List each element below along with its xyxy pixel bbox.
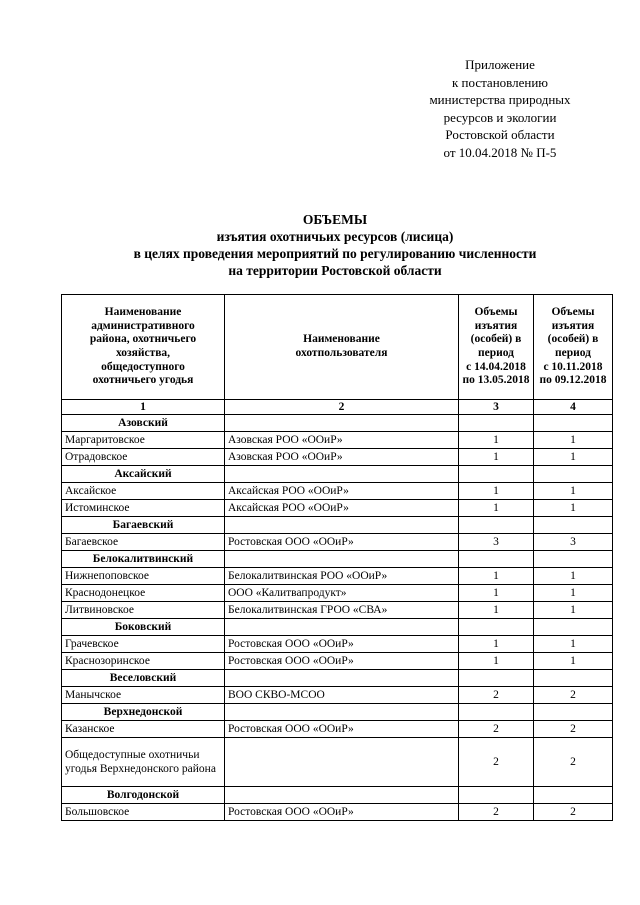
empty-cell xyxy=(459,517,534,534)
user-name: Белокалитвинская ГРОО «СВА» xyxy=(225,602,459,619)
header-line: с 14.04.2018 xyxy=(466,360,526,373)
volume-period-2: 1 xyxy=(534,483,613,500)
harvest-volume-table xyxy=(61,294,613,821)
volume-period-1: 1 xyxy=(459,602,534,619)
user-name: Азовская РОО «ООиР» xyxy=(225,432,459,449)
volume-period-1: 1 xyxy=(459,432,534,449)
header-line: с 10.11.2018 xyxy=(543,360,603,373)
volume-period-1: 1 xyxy=(459,500,534,517)
header-line: Объемы xyxy=(551,306,595,319)
district-row xyxy=(62,517,613,534)
header-line: (особей) в xyxy=(547,333,599,346)
district-name: Боковский xyxy=(62,619,225,636)
user-name: Ростовская ООО «ООиР» xyxy=(225,653,459,670)
volume-period-1: 1 xyxy=(459,449,534,466)
title-line: ОБЪЕМЫ xyxy=(302,212,368,227)
district-row xyxy=(62,670,613,687)
table-row xyxy=(62,568,613,585)
district-row xyxy=(62,704,613,721)
header-line: Наименование xyxy=(303,333,380,346)
empty-cell xyxy=(225,415,459,432)
empty-cell xyxy=(534,787,613,804)
header-line: Наименование xyxy=(104,306,182,319)
empty-cell xyxy=(225,466,459,483)
empty-cell xyxy=(534,704,613,721)
volume-period-2: 1 xyxy=(534,449,613,466)
user-name: Ростовская ООО «ООиР» xyxy=(225,636,459,653)
volume-period-2: 1 xyxy=(534,500,613,517)
district-name: Азовский xyxy=(62,415,225,432)
appendix-block xyxy=(400,56,600,161)
volume-period-2: 1 xyxy=(534,602,613,619)
user-name: ООО «Калитвапродукт» xyxy=(225,585,459,602)
table-row xyxy=(62,602,613,619)
volume-period-2: 1 xyxy=(534,568,613,585)
area-name: Багаевское xyxy=(62,534,225,551)
table-row xyxy=(62,534,613,551)
header-line: период xyxy=(478,347,514,359)
volume-period-2: 2 xyxy=(534,721,613,738)
empty-cell xyxy=(459,415,534,432)
table-row xyxy=(62,449,613,466)
header-line: (особей) в xyxy=(470,333,522,346)
table-row xyxy=(62,653,613,670)
header-line: изъятия xyxy=(474,319,518,332)
header-period-2 xyxy=(534,295,613,400)
volume-period-1: 1 xyxy=(459,653,534,670)
district-row xyxy=(62,787,613,804)
empty-cell xyxy=(225,670,459,687)
volume-period-2: 2 xyxy=(534,738,613,787)
volume-period-2: 1 xyxy=(534,653,613,670)
volume-period-1: 2 xyxy=(459,687,534,704)
district-row xyxy=(62,415,613,432)
volume-period-1: 1 xyxy=(459,585,534,602)
user-name: Аксайская РОО «ООиР» xyxy=(225,483,459,500)
header-area xyxy=(62,295,225,400)
table-row xyxy=(62,721,613,738)
table-row xyxy=(62,483,613,500)
table-row xyxy=(62,738,613,787)
district-name: Веселовский xyxy=(62,670,225,687)
user-name: Азовская РОО «ООиР» xyxy=(225,449,459,466)
area-name: Грачевское xyxy=(62,636,225,653)
volume-period-2: 2 xyxy=(534,687,613,704)
header-line: общедоступного xyxy=(101,360,185,373)
header-line: по 13.05.2018 xyxy=(462,374,530,387)
empty-cell xyxy=(225,704,459,721)
column-number: 2 xyxy=(225,400,459,415)
volume-period-2: 1 xyxy=(534,585,613,602)
empty-cell xyxy=(534,517,613,534)
empty-cell xyxy=(534,619,613,636)
area-name: Манычское xyxy=(62,687,225,704)
table-row xyxy=(62,585,613,602)
header-line: района, охотничьего xyxy=(89,333,197,346)
header-user xyxy=(225,295,459,400)
district-name: Багаевский xyxy=(62,517,225,534)
empty-cell xyxy=(459,704,534,721)
column-number: 4 xyxy=(534,400,613,415)
table-body xyxy=(62,415,613,821)
appendix-line: министерства природных xyxy=(429,92,571,107)
appendix-line: от 10.04.2018 № П-5 xyxy=(443,144,557,160)
district-name: Аксайский xyxy=(62,466,225,483)
volume-period-1: 2 xyxy=(459,738,534,787)
empty-cell xyxy=(459,551,534,568)
empty-cell xyxy=(225,619,459,636)
empty-cell xyxy=(225,787,459,804)
user-name: Ростовская ООО «ООиР» xyxy=(225,534,459,551)
user-name: Ростовская ООО «ООиР» xyxy=(225,721,459,738)
table-row xyxy=(62,687,613,704)
appendix-line: ресурсов и экологии xyxy=(443,109,557,125)
area-name: Истоминское xyxy=(62,500,225,517)
table-row xyxy=(62,432,613,449)
table-row xyxy=(62,500,613,517)
empty-cell xyxy=(459,466,534,483)
appendix-line: к постановлению xyxy=(451,74,549,90)
district-row xyxy=(62,619,613,636)
volume-period-2: 3 xyxy=(534,534,613,551)
volume-period-2: 1 xyxy=(534,432,613,449)
table-row xyxy=(62,804,613,821)
empty-cell xyxy=(534,670,613,687)
district-name: Белокалитвинский xyxy=(62,551,225,568)
document-title xyxy=(60,211,610,279)
area-name: Нижнепоповское xyxy=(62,568,225,585)
table-row xyxy=(62,636,613,653)
header-line: административного xyxy=(91,319,195,332)
volume-period-1: 2 xyxy=(459,804,534,821)
empty-cell xyxy=(459,787,534,804)
area-name: Общедоступные охотничьи угодья Верхнедонского района xyxy=(62,738,225,787)
volume-period-1: 2 xyxy=(459,721,534,738)
empty-cell xyxy=(459,619,534,636)
volume-period-1: 1 xyxy=(459,483,534,500)
user-name: Аксайская РОО «ООиР» xyxy=(225,500,459,517)
column-number-row xyxy=(62,400,613,415)
header-line: по 09.12.2018 xyxy=(539,374,607,387)
empty-cell xyxy=(534,551,613,568)
district-row xyxy=(62,551,613,568)
user-name: ВОО СКВО-МСОО xyxy=(225,687,459,704)
header-line: Объемы xyxy=(474,306,518,319)
district-name: Волгодонской xyxy=(62,787,225,804)
empty-cell xyxy=(225,551,459,568)
table-header-row xyxy=(62,295,613,400)
volume-period-1: 1 xyxy=(459,636,534,653)
area-name: Отрадовское xyxy=(62,449,225,466)
appendix-line: Приложение xyxy=(465,57,535,72)
header-period-1 xyxy=(459,295,534,400)
volume-period-2: 1 xyxy=(534,636,613,653)
title-line: изъятия охотничьих ресурсов (лисица) xyxy=(216,229,454,244)
volume-period-1: 3 xyxy=(459,534,534,551)
empty-cell xyxy=(534,415,613,432)
title-line: на территории Ростовской области xyxy=(228,263,442,278)
header-line: изъятия xyxy=(551,319,595,332)
area-name: Большовское xyxy=(62,804,225,821)
user-name: Ростовская ООО «ООиР» xyxy=(225,804,459,821)
user-name xyxy=(225,738,459,787)
area-name: Краснодонецкое xyxy=(62,585,225,602)
title-line: в целях проведения мероприятий по регулированию численности xyxy=(133,246,537,261)
area-name: Литвиновское xyxy=(62,602,225,619)
area-name: Казанское xyxy=(62,721,225,738)
volume-period-2: 2 xyxy=(534,804,613,821)
volume-period-1: 1 xyxy=(459,568,534,585)
empty-cell xyxy=(534,466,613,483)
district-name: Верхнедонской xyxy=(62,704,225,721)
user-name: Белокалитвинская РОО «ООиР» xyxy=(225,568,459,585)
area-name: Маргаритовское xyxy=(62,432,225,449)
empty-cell xyxy=(459,670,534,687)
area-name: Аксайское xyxy=(62,483,225,500)
header-line: период xyxy=(555,347,591,359)
area-name: Краснозоринское xyxy=(62,653,225,670)
district-row xyxy=(62,466,613,483)
header-line: охотничьего угодья xyxy=(92,374,194,387)
header-line: хозяйства, xyxy=(115,347,171,359)
header-line: охотпользователя xyxy=(295,347,388,359)
column-number: 3 xyxy=(459,400,534,415)
column-number: 1 xyxy=(62,400,225,415)
empty-cell xyxy=(225,517,459,534)
appendix-line: Ростовской области xyxy=(445,127,555,142)
